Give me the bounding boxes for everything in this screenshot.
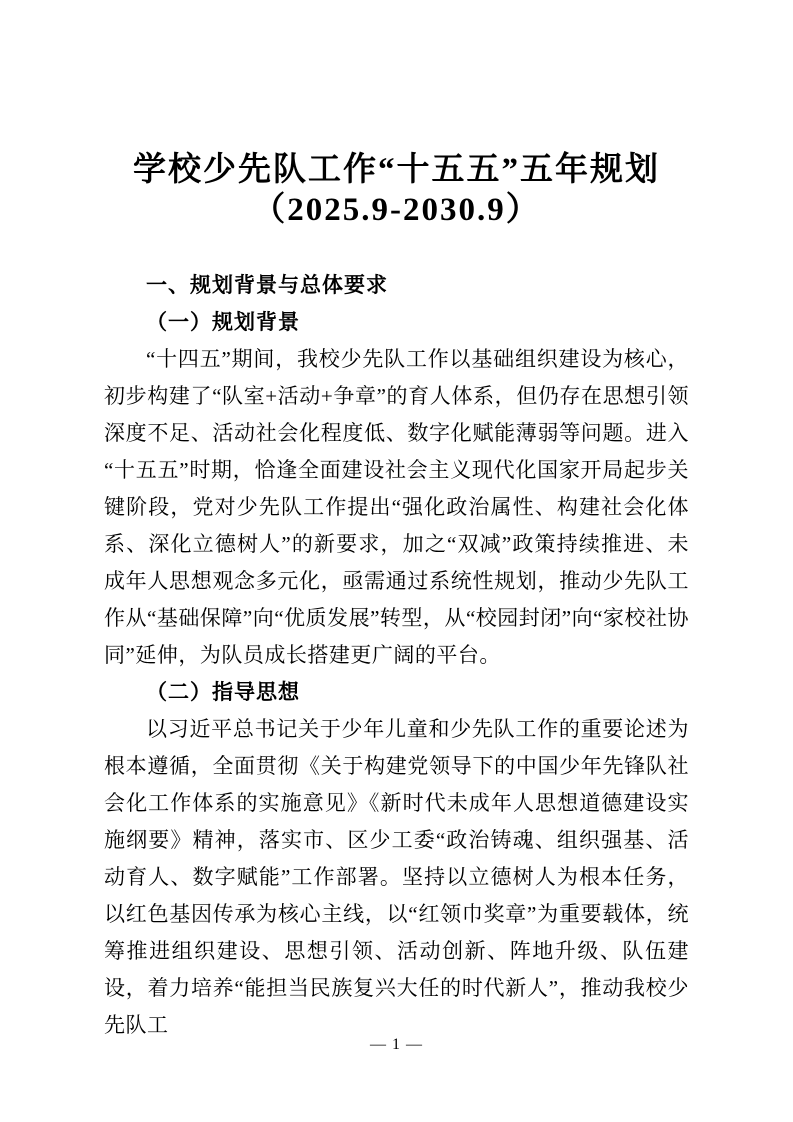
document-body [104, 267, 689, 1044]
document-title [0, 0, 793, 230]
section-heading-1: 一、规划背景与总体要求 [146, 274, 388, 297]
document-title-line2: （2025.9-2030.9） [252, 192, 541, 228]
page-number: — 1 — [370, 1036, 423, 1053]
subsection-heading-1-1: （一）规划背景 [146, 310, 300, 334]
subsection-heading-1-2: （二）指导思想 [146, 680, 300, 704]
paragraph-planning-background: “十四五”期间，我校少先队工作以基础组织建设为核心，初步构建了“队室+活动+争章”的育人体系，但仍存在思想引领深度不足、活动社会化程度低、数字化赋能薄弱等问题。进入“十五五”时期，恰逢全面建设社会主义现代化国家开局起步关键阶段，党对少先队工作提出“强化政治属性、构建社会化体系、深化立德树人”的新要求，加之“双减”政策持续推进、未成年人思想观念多元化，亟需通过系统性规划，推动少先队工作从“基础保障”向“优质发展”转型，从“校园封闭”向“家校社协同”延伸，为队员成长搭建更广阔的平台。 [104, 347, 689, 667]
document-title-line1: 学校少先队工作“十五五”五年规划 [133, 152, 660, 188]
paragraph-guiding-ideology: 以习近平总书记关于少年儿童和少先队工作的重要论述为根本遵循，全面贯彻《关于构建党领导下的中国少年先锋队社会化工作体系的实施意见》《新时代未成年人思想道德建设实施纲要》精神，落实市、区少工委“政治铸魂、组织强基、活动育人、数字赋能”工作部署。坚持以立德树人为根本任务，以红色基因传承为核心主线，以“红领巾奖章”为重要载体，统筹推进组织建设、思想引领、活动创新、阵地升级、队伍建设，着力培养“能担当民族复兴大任的时代新人”，推动我校少先队工 [104, 717, 689, 1037]
